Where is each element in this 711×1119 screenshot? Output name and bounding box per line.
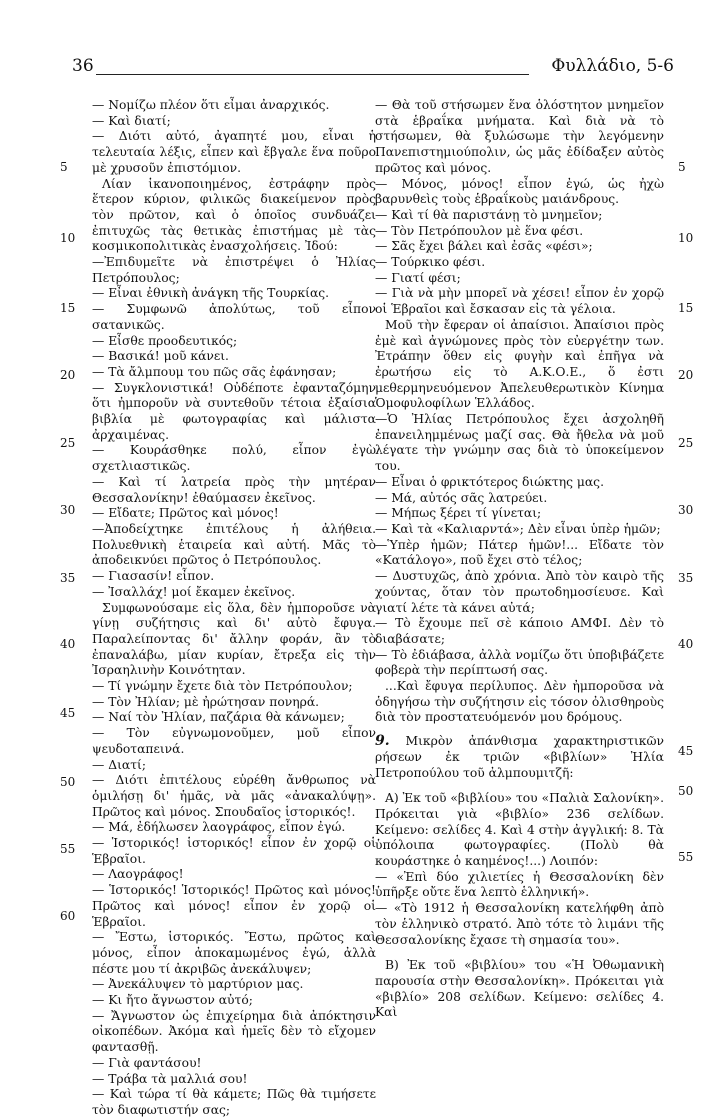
paragraph: ...Καὶ ἔφυγα περίλυπος. Δὲν ἠμποροῦσα νὰ ὁδηγήσω τὴν συζήτησιν εἰς τόσον ὀλισθηροὺς διὰ τὸν προστατευόμενόν μου δρόμους. [375,679,665,725]
paragraph: — Ἔστω, ἱστορικός. Ἔστω, πρῶτος καὶ μόνος, εἶπον ἀποκαμωμένος ἐγώ, ἀλλὰ πέστε μου τί ἀκριβῶς ἀνεκάλυψεν; [92,930,376,976]
paragraph: — Τὸν Ἠλίαν; μὲ ἠρώτησαν πονηρά. [92,694,320,709]
page-number: 36 [72,56,94,76]
page-header [62,48,674,84]
paragraph: — Σᾶς ἔχει βάλει καὶ ἐσᾶς «φέσι»; [375,239,593,254]
line-number: 45 [60,706,76,720]
header-rule [96,74,529,75]
paragraph: — Συγκλονιστικά! Οὐδέποτε ἐφανταζόμην ὅτι ἠμποροῦν νὰ συντεθοῦν τέτοια ἐξαίσια βιβλία μὲ φωτογραφίας καὶ μάλιστα ἀρχαιμένας. [92,380,376,442]
paragraph: — Τὸ ἐδιάβασα, ἀλλὰ νομίζω ὅτι ὑποβιβάζετε φοβερὰ τὴν περίπτωσή σας. [375,647,664,678]
paragraph: — Τούρκικο φέσι. [375,255,486,270]
section-heading [375,734,664,781]
line-number: 20 [60,368,76,382]
paragraph: Β) Ἐκ τοῦ «βιβλίου» του «Ἡ Ὀθωμανικὴ παρουσία στὴν Θεσσαλονίκη». Πρόκειται γιὰ «βιβλίο» 208 σελίδων. Κείμενο: σελίδες 4. Καὶ [375,958,664,1020]
paragraph: — Δυστυχῶς, ἀπὸ χρόνια. Ἀπὸ τὸν καιρὸ τῆς χούντας, ὅταν τὸν πρωτοδημοσίευσε. Καὶ γιατί λέτε τὰ κάνει αὐτά; [375,569,664,615]
paragraph: — Βασικά! μοῦ κάνει. [92,349,229,364]
line-number: 50 [60,775,76,789]
section-number: 9. [375,733,390,750]
line-number: 30 [678,503,694,517]
paragraph: Συμφωνούσαμε εἰς ὅλα, δὲν ἠμποροῦσε νὰ γίνῃ συζήτησις καὶ δι' αὐτὸ ἔφυγα. Παραλείποντας δι' ἄλλην φοράν, ἂν τὸ ἐπαναλάβω, μίαν κυρίαν, ἔτρεξα εἰς τὴν Ἰσραηλινὴν Κοινότηταν. [92,600,376,678]
paragraph: —Ὑπὲρ ἡμῶν; Πάτερ ἡμῶν!... Εἴδατε τὸν «Κατάλογο», ποῦ ἔχει στὸ τέλος; [375,537,664,568]
line-number: 5 [678,160,686,174]
line-number: 55 [678,850,694,864]
paragraph: — Τράβα τὰ μαλλιά σου! [92,1071,248,1086]
paragraph: — Νομίζω πλέον ὅτι εἶμαι ἀναρχικός. [92,98,330,112]
paragraph: — Κουράσθηκε πολύ, εἶπον ἐγὼ σχετλιαστικῶς. [92,443,376,474]
paragraph: — Ἱστορικός! ἱστορικός! εἶπον ἐν χορῷ οἱ Ἑβραῖοι. [92,836,376,866]
line-number: 45 [678,744,694,758]
paragraph: — Τὰ ἄλμπουμ του πῶς σᾶς ἐφάνησαν; [92,364,337,379]
paragraph: — Γιὰ νὰ μὴν μπορεῖ νὰ χέσει! εἶπον ἐν χορῷ οἱ Ἑβραῖοι καὶ ἔσκασαν εἰς τὰ γέλοια. [375,286,664,317]
line-number: 15 [60,301,76,315]
line-number: 15 [678,301,694,315]
paragraph: — Μήπως ξέρει τί γίνεται; [375,506,542,521]
section-heading-text: Μικρὸν ἀπάνθισμα χαρακτηριστικῶν ρήσεων ἐκ τριῶν «βιβλίων» Ἠλία Πετροπούλου τοῦ ἀλμπουμιτζῆ: [375,734,664,780]
paragraph: — Γιασασίν! εἶπον. [92,569,215,584]
right-column [375,98,664,1021]
paragraph: — Μά, ἐδήλωσεν λαογράφος, εἶπον ἐγώ. [92,820,346,835]
paragraph: — Μόνος, μόνος! εἶπον ἐγώ, ὡς ἠχὼ βαρυνθεὶς τοὺς ἑβραΐκοὺς μαιάνδρους. [375,176,664,207]
left-column [92,98,376,1119]
running-title: Φυλλάδιο, 5-6 [551,56,674,76]
spacer [375,781,664,791]
paragraph: — Ἀνεκάλυψεν τὸ μαρτύριον μας. [92,977,304,992]
paragraph: — Γιατί φέσι; [375,270,461,285]
paragraph: — Διότι ἐπιτέλους εὑρέθη ἄνθρωπος νὰ ὁμιλήσῃ δι' ἡμᾶς, νὰ μᾶς «ἀνακαλύψῃ». Πρῶτος καὶ μόνος. Σπουδαῖος ἱστορικός!. [92,773,376,819]
paragraph: —Ὁ Ἠλίας Πετρόπουλος ἔχει ἀσχοληθῆ ἐπανειλημμένως μαζί σας. Θὰ ἤθελα νὰ μοῦ λέγατε τὴν γνώμην σας διὰ τὸ ὑποκείμενον του. [375,412,664,474]
paragraph: — Τὸν Πετρόπουλον μὲ ἕνα φέσι. [375,223,584,238]
paragraph: — Διότι αὐτό, ἀγαπητέ μου, εἶναι ἡ τελευταία λέξις, εἶπεν καὶ ἔβγαλε ἕνα ποῦρο μὲ χρυσοῦν ἐπιστόμιον. [92,129,376,175]
line-number: 35 [678,571,694,585]
paragraph: — Θὰ τοῦ στήσωμεν ἕνα ὁλόστητον μνημεῖον στὰ ἑβραΐκα μνήματα. Καὶ διὰ νὰ τὸ στήσωμεν, θὰ ξυλώσωμε τὴν λεγόμενην Πανεπιστημιούπολιν, ὡς μᾶς ἐδίδαξεν αὐτὸς πρῶτος καὶ μόνος. [375,98,664,175]
paragraph: Α) Ἐκ τοῦ «βιβλίου» του «Παλιὰ Σαλονίκη». Πρόκειται γιὰ «βιβλίο» 236 σελίδων. Κείμενο: σελίδες 4. Καὶ 4 στὴν ἀγγλική: 8. Τὰ ὑπόλοιπα φωτογραφίες. (Πολὺ θὰ κουράστηκε ὁ καημένος!...) Λοιπόν: [375,791,664,869]
paragraph: — Καὶ τώρα τί θὰ κάμετε; Πῶς θὰ τιμήσετε τὸν διαφωτιστήν σας; [92,1087,376,1117]
paragraph: — Εἶναι ἐθνικὴ ἀνάγκη τῆς Τουρκίας. [92,286,330,301]
line-number: 40 [60,637,76,651]
paragraph: — Κι ἤτο ἄγνωστον αὐτό; [92,993,253,1008]
line-number: 40 [678,637,694,651]
line-number: 5 [60,160,68,174]
paragraph: — Ἱστορικός! Ἱστορικός! Πρῶτος καὶ μόνος! Πρῶτος καὶ μόνος! εἶπον ἐν χορῷ οἱ Ἑβραῖοι. [92,883,376,929]
paragraph: — Λαογράφος! [92,867,184,882]
line-number: 30 [60,503,76,517]
paragraph: — Ἄγνωστον ὡς ἐπιχείρημα διὰ ἀπόκτησιν οἰκοπέδων. Ἀκόμα καὶ ἡμεῖς δὲν τὸ εἴχομεν φαντασθῇ. [92,1008,376,1055]
line-number: 10 [678,231,694,245]
paragraph: — Τὸ ἔχουμε πεῖ σὲ κάποιο ΑΜΦΙ. Δὲν τὸ διαβάσατε; [375,616,664,646]
paragraph: — Εἶναι ὁ φρικτότερος διώκτης μας. [375,474,604,489]
line-number: 60 [60,909,76,923]
paragraph: — Εἴδατε; Πρῶτος καὶ μόνος! [92,506,279,521]
paragraph: — Διατί; [92,757,146,772]
line-number: 20 [678,368,694,382]
paragraph: —Ἐπιδυμεῖτε νὰ ἐπιστρέψει ὁ Ἠλίας Πετρόπουλος; [92,255,376,285]
paragraph: Λίαν ἱκανοποιημένος, ἐστράφην πρὸς ἕτερον κύριον, φιλικῶς διακείμενον πρὸς τὸν πρῶτον, καὶ ὁ ὁποῖος συνδυάζει ἐπιτυχῶς τὰς θετικὰς ἐπιστήμας μὲ τὰς κοσμικοπολιτικὰς ἐνασχολήσεις. Ἰδού: [92,176,376,254]
paragraph: — Εἶσθε προοδευτικός; [92,333,238,348]
paragraph: — Μά, αὐτός σᾶς λατρεύει. [375,490,548,505]
paragraph: — Συμφωνῶ ἀπολύτως, τοῦ εἶπον σατανικῶς. [92,302,376,332]
paragraph: Μοῦ τὴν ἔφεραν οἱ ἀπαίσιοι. Ἀπαίσιοι πρὸς ἐμὲ καὶ ἀγνώμονες πρὸς τὸν εὐεργέτην των. Ἐτράπην ὅθεν εἰς φυγὴν καὶ ἐπῆγα νὰ ἐρωτήσω εἰς τὸ Α.Κ.Ο.Ε., ὅ ἐστι μεθερμηνευόμενον Ἀπελευθερωτικὸν Κίνημα Ὁμοφυλοφίλων Ἑλλάδος. [375,317,664,411]
paragraph: — Καὶ τί λατρεία πρὸς τὴν μητέραν Θεσσαλονίκην! ἐθαύμασεν ἐκεῖνος. [92,474,376,505]
paragraph: — Τί γνώμην ἔχετε διὰ τὸν Πετρόπουλον; [92,679,353,694]
paragraph: — Ἰσαλλάχ! μοί ἔκαμεν ἐκεῖνος. [92,584,296,599]
line-number: 50 [678,784,694,798]
paragraph: — Καὶ τί θὰ παριστάνῃ τὸ μνημεῖον; [375,207,603,222]
paragraph: — Καὶ τὰ «Καλιαρντά»; Δὲν εἶναι ὑπὲρ ἡμῶν; [375,521,661,536]
paragraph: —Ἀποδείχτηκε ἐπιτέλους ἡ ἀλήθεια. Πολυεθνικὴ ἑταιρεία καὶ αὐτή. Μᾶς τὸ ἀποδεικνύει πρῶτος ὁ Πετρόπουλος. [92,521,376,568]
paragraph: — Γιὰ φαντάσου! [92,1055,202,1070]
line-number: 25 [60,436,76,450]
line-number: 10 [60,231,76,245]
quote: — «Ἐπὶ δύο χιλιετίες ἡ Θεσσαλονίκη δὲν ὑπῆρξε οὔτε ἕνα λεπτὸ ἑλληνική». [375,869,664,900]
line-number: 55 [60,842,76,856]
line-number: 35 [60,571,76,585]
paragraph: — Ναί τὸν Ἠλίαν, παζάρια θὰ κάνωμεν; [92,710,345,725]
paragraph: — Καὶ διατί; [92,113,171,128]
paragraph: — Τὸν εὐγνωμονοῦμεν, μοῦ εἶπον ψευδοταπεινά. [92,726,376,756]
quote: — «Τὸ 1912 ἡ Θεσσαλονίκη κατελήφθη ἀπὸ τὸν ἑλληνικὸ στρατό. Ἀπὸ τότε τὸ λιμάνι τῆς Θεσσαλονίκης ἔχασε τὴ σημασία του». [375,901,664,947]
spacer [375,948,664,958]
line-number: 25 [678,436,694,450]
